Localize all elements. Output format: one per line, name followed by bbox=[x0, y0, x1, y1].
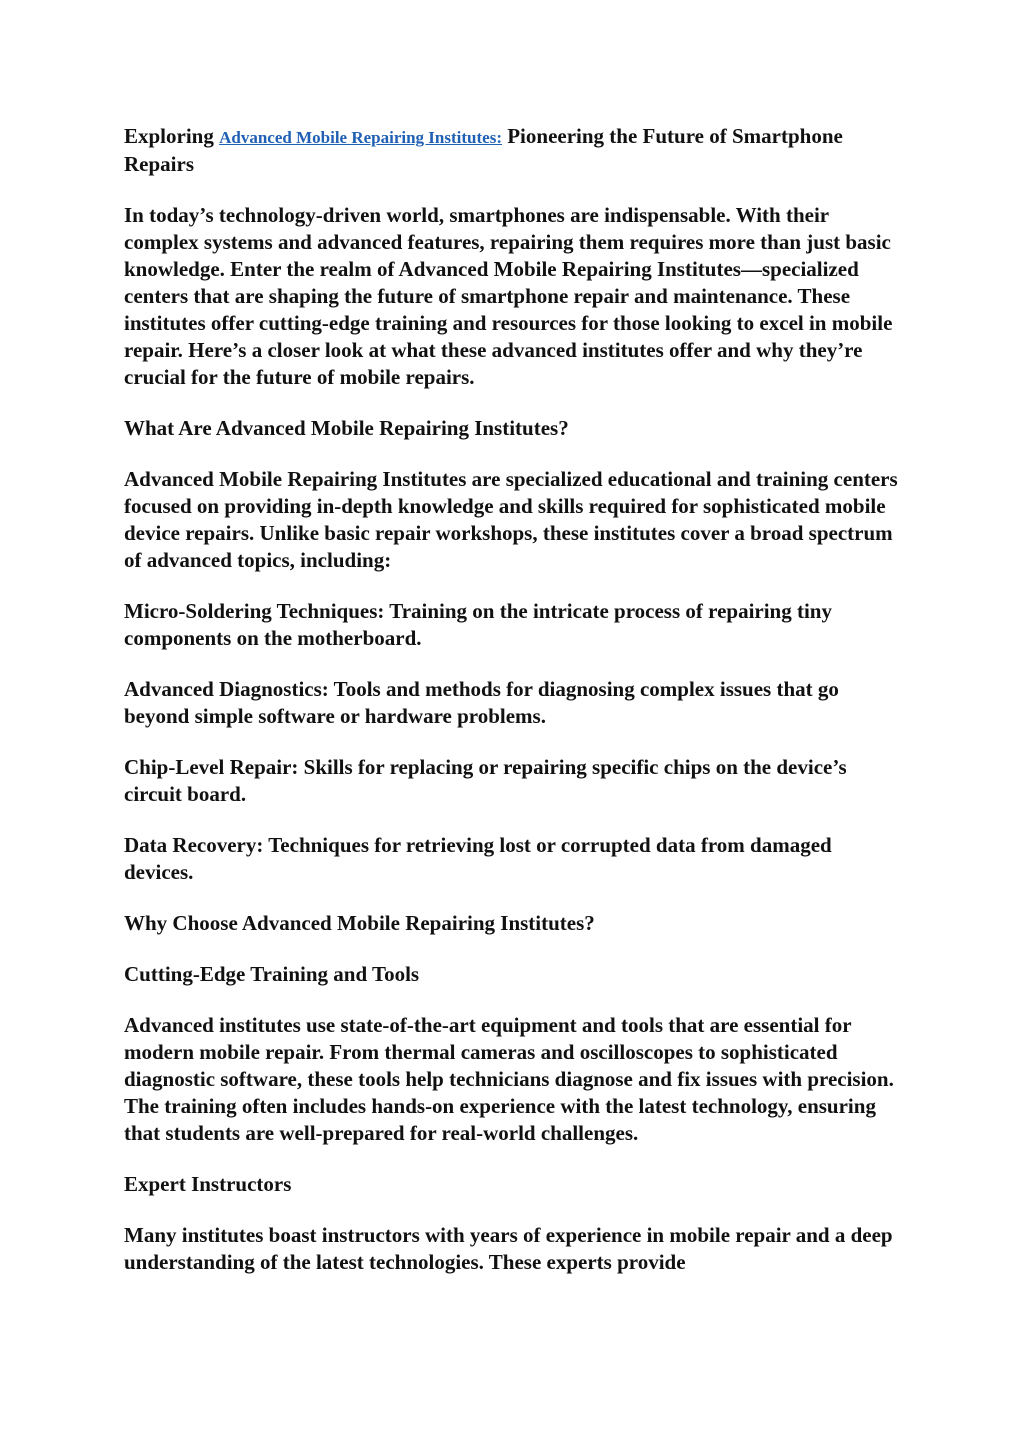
cutting-edge-paragraph: Advanced institutes use state-of-the-art equipment and tools that are essential for modern mobile repair. From thermal cameras and oscilloscopes to sophisticated diagnostic software, these tools help technicians diagnose and fix issues with precision. The training often includes hands-on experience with the latest technology, ensuring that students are well-prepared for real-world challenges. bbox=[124, 1013, 894, 1145]
intro-paragraph: In today’s technology-driven world, smartphones are indispensable. With their complex systems and advanced features, repairing them requires more than just basic knowledge. Enter the realm of Advanced Mobile Repairing Institutes—specialized centers that are shaping the future of smartphone repair and maintenance. These institutes offer cutting-edge training and resources for those looking to excel in mobile repair. Here’s a closer look at what these advanced institutes offer and why they’re crucial for the future of mobile repairs. bbox=[124, 203, 893, 389]
section-heading-why-choose: Why Choose Advanced Mobile Repairing Institutes? bbox=[124, 911, 595, 935]
topic-advanced-diagnostics: Advanced Diagnostics: Tools and methods for diagnosing complex issues that go beyond simple software or hardware problems. bbox=[124, 677, 839, 728]
subheading-cutting-edge: Cutting-Edge Training and Tools bbox=[124, 962, 420, 986]
topic-data-recovery: Data Recovery: Techniques for retrieving lost or corrupted data from damaged devices. bbox=[124, 833, 832, 884]
document-title bbox=[124, 123, 904, 178]
definition-paragraph: Advanced Mobile Repairing Institutes are specialized educational and training centers focused on providing in-depth knowledge and skills required for sophisticated mobile device repairs. Unlike basic repair workshops, these institutes cover a broad spectrum of advanced topics, including: bbox=[124, 467, 898, 572]
expert-instructors-paragraph: Many institutes boast instructors with years of experience in mobile repair and a deep understanding of the latest technologies. These experts provide bbox=[124, 1223, 893, 1274]
title-prefix: Exploring bbox=[124, 124, 220, 148]
title-suffix: Pioneering the Future of Smartphone Repairs bbox=[124, 124, 843, 176]
document-page bbox=[124, 123, 904, 1300]
subheading-expert-instructors: Expert Instructors bbox=[124, 1172, 292, 1196]
institutes-link[interactable]: Advanced Mobile Repairing Institutes: bbox=[219, 128, 502, 147]
topic-micro-soldering: Micro-Soldering Techniques: Training on the intricate process of repairing tiny components on the motherboard. bbox=[124, 599, 832, 650]
section-heading-what-are: What Are Advanced Mobile Repairing Institutes? bbox=[124, 416, 569, 440]
topic-chip-level-repair: Chip-Level Repair: Skills for replacing or repairing specific chips on the device’s circuit board. bbox=[124, 755, 847, 806]
